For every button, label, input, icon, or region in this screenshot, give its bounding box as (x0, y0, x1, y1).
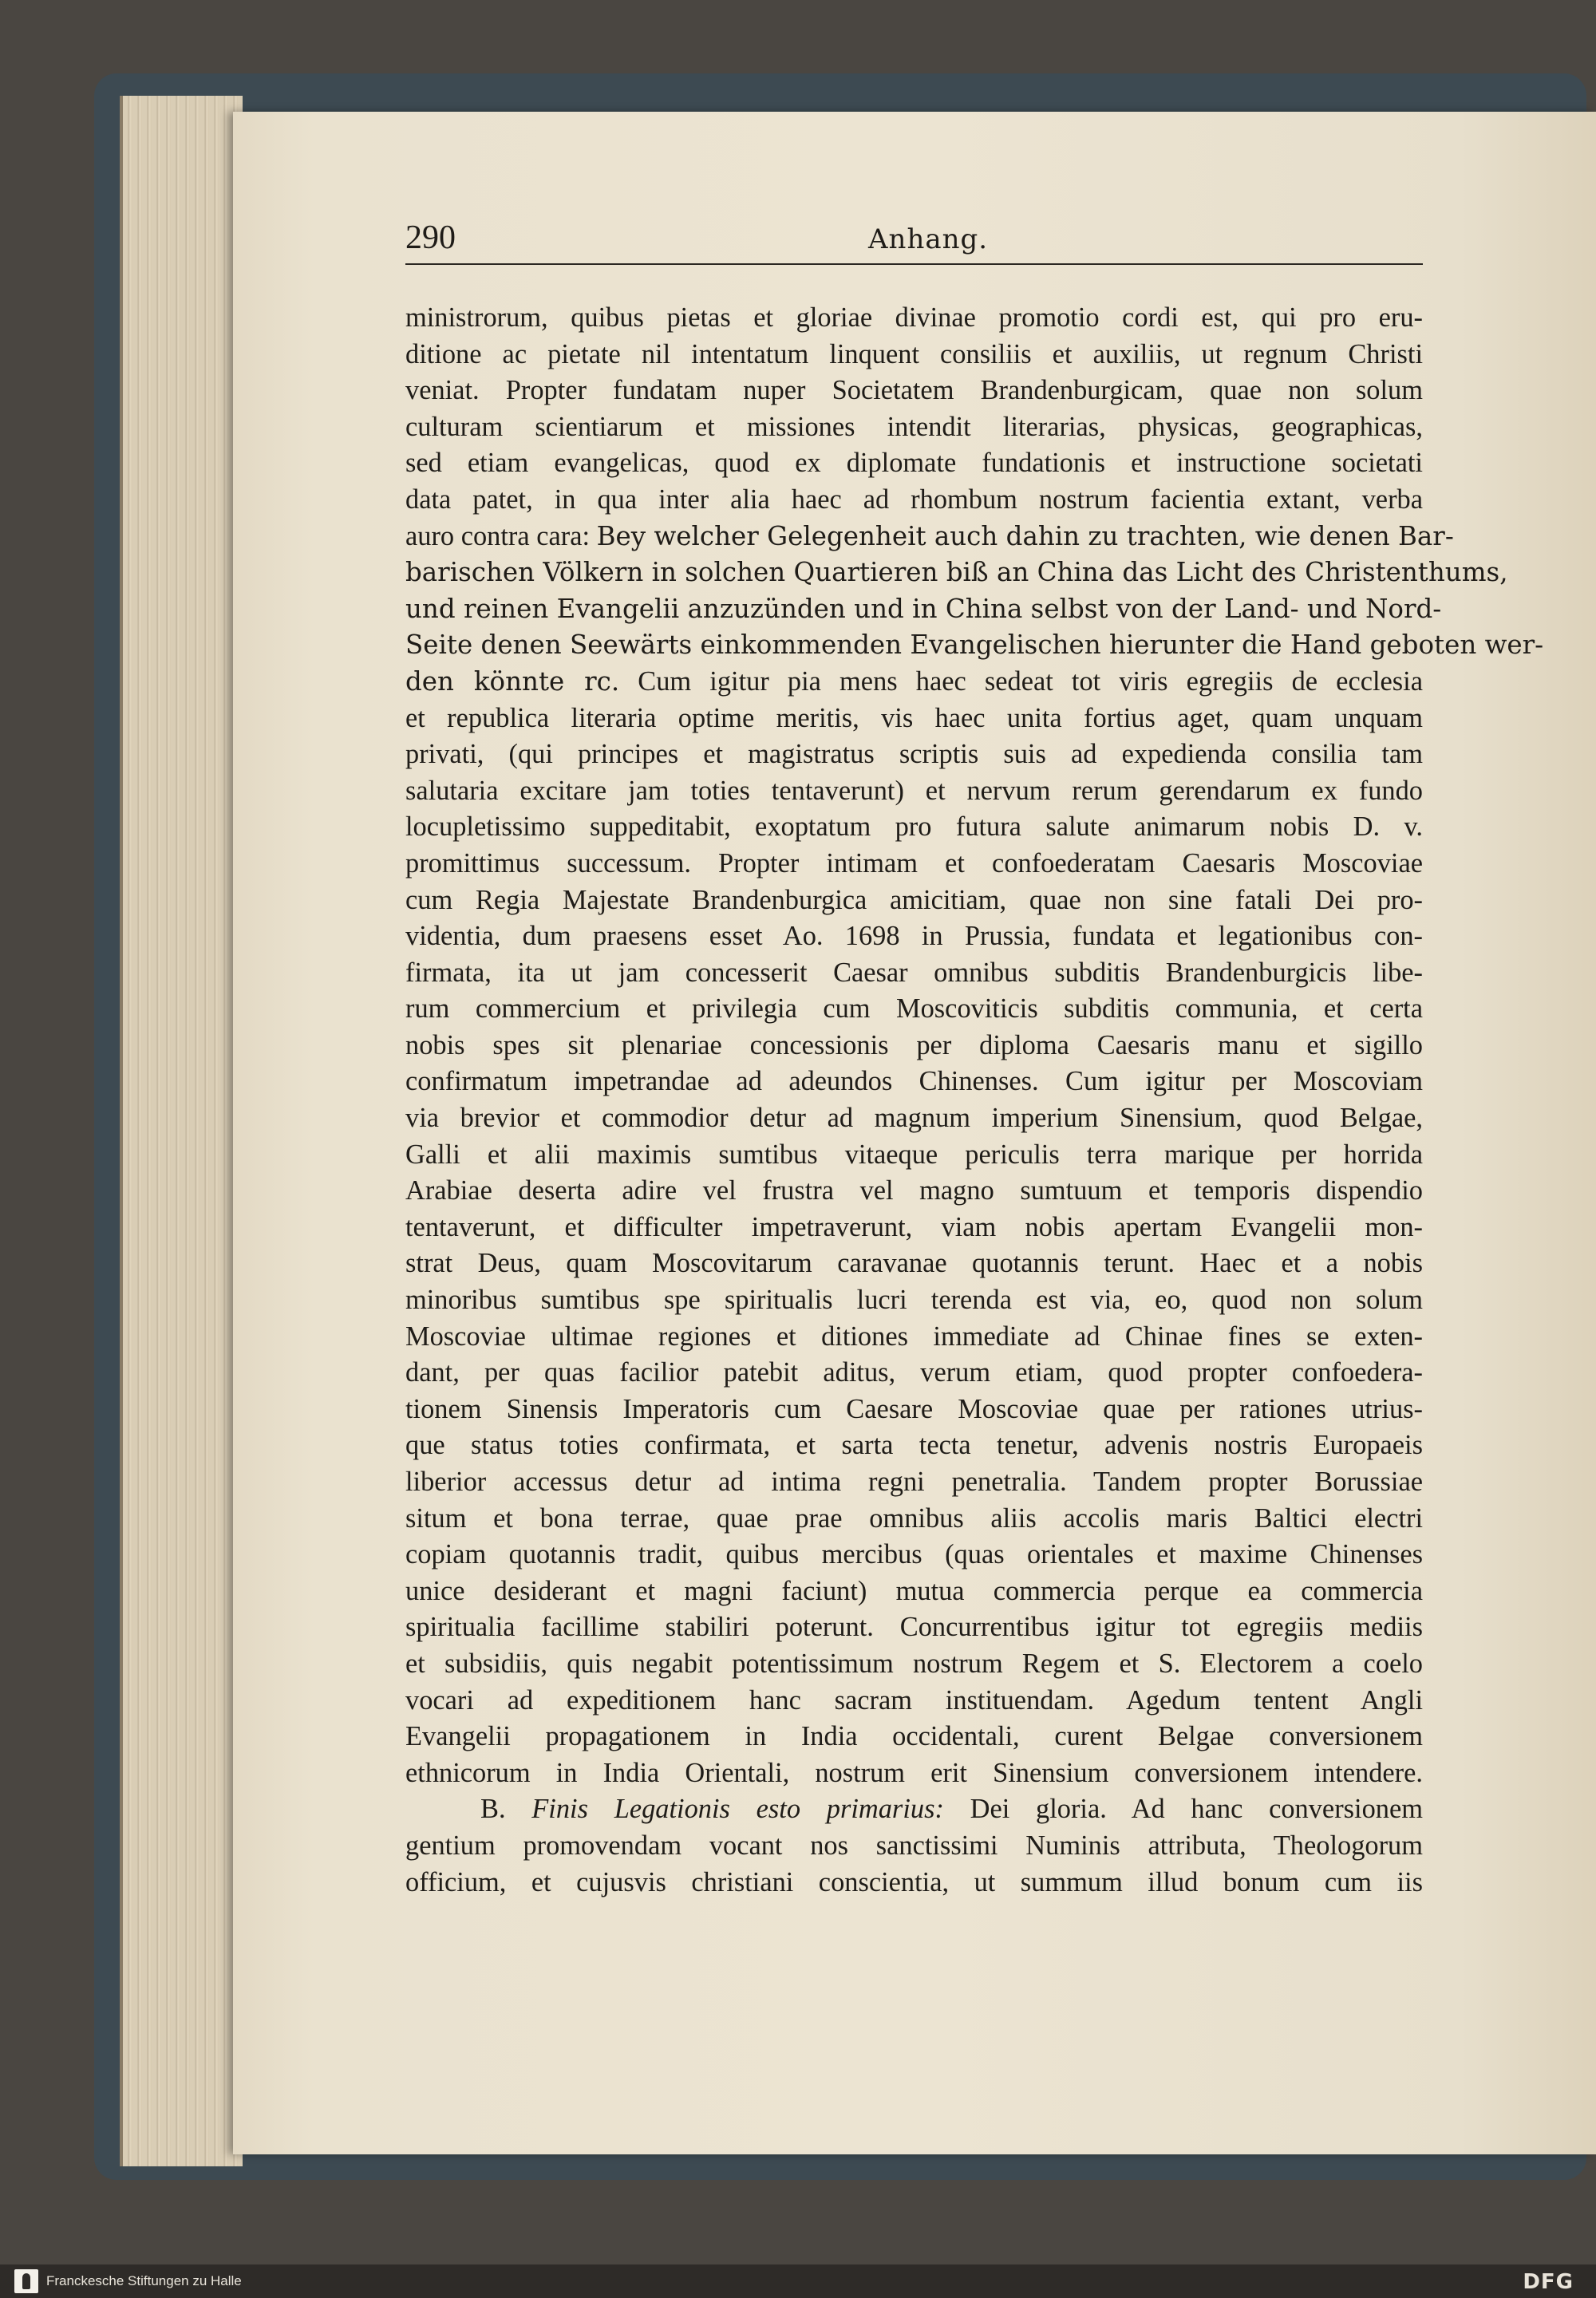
text-line-mixed (405, 519, 1454, 555)
text-line: cum Regia Majestate Brandenburgica amicitiam, quae non sine fatali Dei pro- (405, 884, 1423, 915)
text-line: spiritualia facillime stabiliri poterunt. Concurrentibus igitur tot egregiis mediis (405, 1612, 1423, 1643)
text-line: via brevior et commodior detur ad magnum imperium Sinensium, quod Belgae, (405, 1103, 1423, 1134)
text-segment: auro contra cara: (405, 520, 597, 551)
text-line: strat Deus, quam Moscovitarum caravanae quotannis terunt. Haec et a nobis (405, 1248, 1423, 1279)
text-line: minoribus sumtibus spe spiritualis lucri terenda est via, eo, quod non solum (405, 1285, 1423, 1316)
text-segment: Cum igitur pia mens haec sedeat tot viris egregiis de ecclesia (619, 665, 1423, 697)
text-line: culturam scientiarum et missiones intendit literarias, physicas, geographicas, (405, 411, 1423, 442)
text-line: ethnicorum in India Orientali, nostrum erit Sinensium conversionem intendere. (405, 1757, 1423, 1788)
text-line: locupletissimo suppeditabit, exoptatum pro futura salute animarum nobis D. v. (405, 811, 1423, 843)
text-line: unice desiderant et magni faciunt) mutua commercia perque ea commercia (405, 1575, 1423, 1606)
text-line: privati, (qui principes et magistratus scriptis suis ad expedienda consilia tam (405, 739, 1423, 770)
text-line: Arabiae deserta adire vel frustra vel magno sumtuum et temporis dispendio (405, 1175, 1423, 1206)
text-line: Galli et alii maximis sumtibus vitaeque periculis terra marique per horrida (405, 1139, 1423, 1170)
footer-bar (0, 2264, 1596, 2298)
text-line: data patet, in qua inter alia haec ad rhombum nostrum facientia extant, verba (405, 484, 1423, 515)
text-line: et republica literaria optime meritis, vis haec unita fortius aget, quam unquam (405, 702, 1423, 733)
page-number: 290 (405, 219, 456, 256)
text-line: vocari ad expeditionem hanc sacram instituendam. Agedum tentent Angli (405, 1684, 1423, 1716)
text-line: nobis spes sit plenariae concessionis per diploma Caesaris manu et sigillo (405, 1029, 1423, 1060)
text-line: copiam quotannis tradit, quibus mercibus (quas orientales et maxime Chinenses (405, 1539, 1423, 1570)
text-line: rum commercium et privilegia cum Moscoviticis subditis communia, et certa (405, 993, 1423, 1025)
text-line: Moscoviae ultimae regiones et ditiones immediate ad Chinae fines se exten- (405, 1321, 1423, 1352)
institution-logo-icon (14, 2269, 38, 2293)
text-line: officium, et cujusvis christiani conscientia, ut summum illud bonum cum iis (405, 1866, 1423, 1897)
fraktur-quote-end: den könnte rc. (405, 665, 620, 697)
body-text (405, 300, 1544, 1901)
running-head: Anhang. (868, 223, 989, 255)
text-line: ditione ac pietate nil intentatum linquent consiliis et auxiliis, ut regnum Christi (405, 338, 1423, 369)
text-segment: Dei gloria. Ad hanc conversionem (943, 1794, 1423, 1825)
text-line: tentaverunt, et difficulter impetraverunt, viam nobis apertam Evangelii mon- (405, 1211, 1423, 1242)
section-heading-italic: Finis Legationis esto primarius: (531, 1794, 944, 1825)
text-line: firmata, ita ut jam concesserit Caesar omnibus subditis Brandenburgicis libe- (405, 957, 1423, 988)
text-line: videntia, dum praesens esset Ao. 1698 in Prussia, fundata et legationibus con- (405, 921, 1423, 952)
text-line: veniat. Propter fundatam nuper Societatem Brandenburgicam, quae non solum (405, 375, 1423, 406)
text-line: ministrorum, quibus pietas et gloriae divinae promotio cordi est, qui pro eru- (405, 302, 1423, 333)
text-line: situm et bona terrae, quae prae omnibus aliis accolis maris Baltici electri (405, 1502, 1423, 1534)
fraktur-line: barischen Völkern in solchen Quartieren biß an China das Licht des Christenthums, (405, 557, 1508, 588)
text-line: liberior accessus detur ad intima regni penetralia. Tandem propter Borussiae (405, 1467, 1423, 1497)
text-line: et subsidiis, quis negabit potentissimum nostrum Regem et S. Electorem a coelo (405, 1648, 1423, 1679)
text-line: promittimus successum. Propter intimam et confoederatam Caesaris Moscoviae (405, 847, 1423, 879)
text-line: dant, per quas facilior patebit aditus, verum etiam, quod propter confoedera- (405, 1357, 1423, 1388)
text-line: que status toties confirmata, et sarta tecta tenetur, advenis nostris Europaeis (405, 1430, 1423, 1461)
fraktur-line: und reinen Evangelii anzuzünden und in China selbst von der Land- und Nord- (405, 593, 1442, 624)
text-line: tionem Sinensis Imperatoris cum Caesare Moscoviae quae per rationes utrius- (405, 1393, 1423, 1424)
text-line: confirmatum impetrandae ad adeundos Chinenses. Cum igitur per Moscoviam (405, 1066, 1423, 1097)
page-edges (120, 96, 243, 2166)
fraktur-quote: Bey welcher Gelegenheit auch dahin zu trachten, wie denen Bar- (596, 520, 1454, 551)
text-line: sed etiam evangelicas, quod ex diplomate fundationis et instructione societati (405, 448, 1423, 479)
section-label: B. (480, 1794, 532, 1825)
fraktur-line: Seite denen Seewärts einkommenden Evangelischen hierunter die Hand geboten wer- (405, 630, 1544, 661)
text-line: Evangelii propagationem in India occidentali, curent Belgae conversionem (405, 1721, 1423, 1752)
dfg-logo: DFG (1523, 2270, 1574, 2294)
institution-name: Franckesche Stiftungen zu Halle (46, 2273, 242, 2288)
text-line: gentium promovendam vocant nos sanctissimi Numinis attributa, Theologorum (405, 1830, 1423, 1861)
section-b-line (405, 1791, 1423, 1828)
text-line-mixed (405, 664, 1423, 701)
page-header (405, 219, 1423, 265)
text-line: salutaria excitare jam toties tentaverunt) et nervum rerum gerendarum ex fundo (405, 775, 1423, 806)
